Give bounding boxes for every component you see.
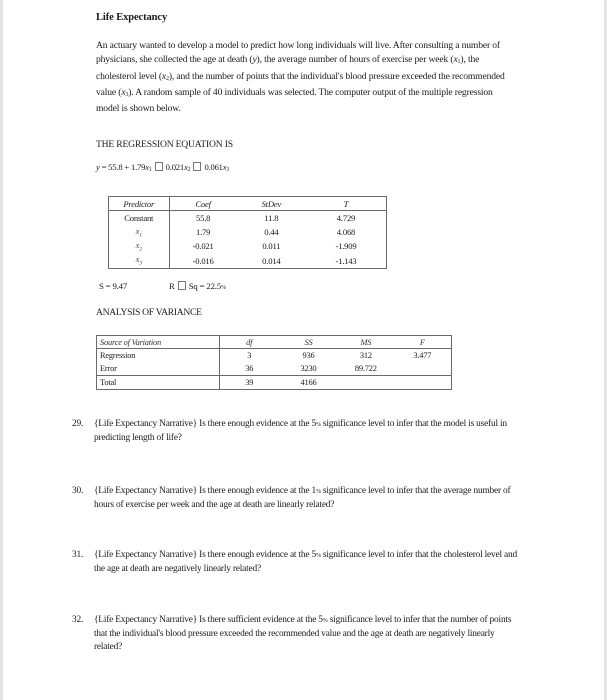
question-text-pre: {Life Expectancy Narrative} Is there sufficient evidence at the 5	[94, 615, 323, 625]
eq-x3-sub: 3	[226, 167, 230, 173]
percent-sign: %	[220, 285, 226, 291]
eq-b3: 0.061	[204, 162, 223, 172]
missing-glyph-icon	[178, 281, 186, 290]
eq-b1: 1.79	[130, 162, 146, 172]
eq-constant: 55.8	[108, 162, 123, 172]
cell-df: 39	[219, 376, 279, 390]
cell-coef: 55.8	[196, 213, 211, 223]
coefficient-table	[108, 196, 387, 269]
cell-df: 36	[245, 364, 254, 373]
cell-predictor: Constant	[109, 211, 170, 226]
cell-stdev: 0.014	[262, 255, 281, 266]
eq-plus: +	[122, 162, 131, 172]
intro-text: ). A random sample of 40 individuals was selected. The computer output of the multiple regression model is shown below.	[96, 86, 493, 115]
question-29	[72, 418, 522, 445]
question-number: 30.	[72, 486, 84, 496]
cell-coef: 1.79	[196, 227, 211, 237]
cell-source: Error	[97, 362, 220, 376]
question-text	[94, 418, 522, 445]
cell-ms: 89.722	[354, 364, 377, 373]
predictor-sub: 1	[139, 232, 142, 239]
missing-glyph-icon	[193, 162, 201, 171]
page-edge-left	[0, 0, 3, 700]
cell-coef: -0.021	[192, 241, 214, 251]
anova-heading: ANALYSIS OF VARIANCE	[96, 307, 202, 318]
intro-text: ), the average number of hours of exercise per week (	[256, 54, 454, 66]
rsq-value: Sq = 22.5	[188, 281, 221, 291]
cell-stdev: 11.8	[264, 213, 279, 223]
intro-text: ), and the number of points that the individual's blood pressure exceeded the recommended value (	[96, 70, 505, 98]
cell-stdev: 0.44	[264, 227, 279, 237]
question-number: 32.	[72, 615, 84, 625]
question-text	[94, 549, 522, 576]
header-ms: MS	[338, 336, 393, 349]
eq-x2: x	[184, 162, 188, 172]
header-df: df	[219, 336, 279, 349]
document-title: Life Expectancy	[96, 12, 168, 23]
eq-sign: =	[99, 162, 109, 172]
cell-df: 3	[247, 351, 252, 360]
header-coef: Coef	[169, 197, 237, 211]
predictor-var: x	[135, 239, 140, 250]
cell-source: Total	[97, 376, 220, 390]
cell-t: 4.068	[336, 227, 356, 237]
cell-t: -1.143	[335, 255, 357, 266]
s-value: S = 9.47	[99, 281, 128, 291]
question-text-post: significance level to infer that the model is useful in predicting length of life?	[94, 419, 507, 443]
var-x1-sub: 1	[457, 59, 461, 66]
table-row	[97, 362, 452, 376]
eq-x3: x	[222, 162, 227, 172]
header-predictor: Predictor	[109, 197, 170, 211]
eq-x1: x	[145, 162, 149, 172]
cell-ms	[338, 376, 393, 390]
percent-sign: %	[315, 489, 321, 495]
question-text-post: significance level to infer that the average number of hours of exercise per week and the age at death are linearly related?	[94, 486, 511, 510]
fit-statistics	[99, 281, 226, 291]
missing-glyph-icon	[155, 162, 163, 171]
table-header-row	[97, 336, 452, 349]
header-f: F	[394, 336, 452, 349]
cell-predictor	[109, 225, 170, 239]
eq-y: y	[96, 162, 100, 172]
intro-text: ), the cholesterol level (	[96, 54, 480, 82]
predictor-var: x	[135, 254, 140, 265]
cell-predictor	[109, 253, 170, 269]
question-text-post: significance level to infer that the number of points that the individual's blood pressure exceeded the recommended value and the age at death are negatively linearly related?	[94, 615, 512, 652]
var-x2-sub: 2	[166, 75, 169, 82]
predictor-sub: 2	[139, 246, 142, 253]
header-t: T	[306, 197, 387, 211]
question-text-post: significance level to infer that the cholesterol level and the age at death are negatively linearly related?	[94, 550, 517, 574]
question-text-pre: {Life Expectancy Narrative} Is there enough evidence at the 5	[94, 419, 316, 429]
percent-sign: %	[315, 553, 321, 559]
var-x1: x	[453, 54, 458, 66]
table-row	[109, 239, 387, 253]
rsq-label: R	[169, 281, 175, 291]
cell-stdev: 0.011	[262, 241, 281, 251]
cell-f	[394, 362, 452, 376]
question-30	[72, 485, 522, 512]
table-row	[97, 349, 452, 363]
eq-x1-sub: 1	[148, 167, 152, 173]
table-row	[109, 225, 387, 239]
predictor-var: x	[135, 225, 140, 236]
header-source: Source of Variation	[97, 336, 220, 349]
table-row	[109, 253, 387, 269]
question-text-pre: {Life Expectancy Narrative} Is there enough evidence at the 1	[94, 486, 316, 496]
cell-f: 3.477	[413, 351, 432, 360]
percent-sign: %	[315, 422, 321, 428]
cell-coef: -0.016	[192, 255, 214, 266]
intro-paragraph	[96, 39, 516, 116]
cell-f	[394, 376, 452, 390]
var-y: y	[252, 54, 257, 66]
var-x3: x	[121, 86, 126, 98]
eq-b2: 0.021	[165, 162, 184, 172]
cell-ms: 312	[359, 351, 372, 360]
question-text	[94, 614, 522, 654]
table-row	[97, 376, 452, 390]
r-squared	[169, 281, 226, 291]
regression-equation	[96, 162, 229, 173]
intro-text: An actuary wanted to develop a model to predict how long individuals will live. After consulting a number of physicians, she collected the age at death (	[96, 40, 500, 66]
header-stdev: StDev	[237, 197, 306, 211]
regression-heading: THE REGRESSION EQUATION IS	[96, 139, 233, 150]
eq-x2-sub: 2	[187, 167, 191, 173]
cell-predictor	[109, 239, 170, 253]
predictor-sub: 3	[139, 260, 142, 267]
var-x2: x	[161, 70, 166, 82]
cell-ss: 936	[302, 351, 315, 360]
header-ss: SS	[279, 336, 338, 349]
question-31	[72, 549, 522, 576]
question-number: 29.	[72, 419, 84, 429]
question-number: 31.	[72, 550, 84, 560]
table-header-row	[109, 197, 387, 211]
cell-source: Regression	[97, 349, 220, 363]
var-x3-sub: 3	[125, 91, 129, 98]
question-text	[94, 485, 522, 512]
anova-table	[96, 335, 452, 390]
cell-t: 4.729	[336, 213, 356, 223]
question-32	[72, 614, 522, 654]
cell-ss: 3230	[300, 364, 317, 373]
question-text-pre: {Life Expectancy Narrative} Is there enough evidence at the 5	[94, 550, 316, 560]
cell-ss: 4166	[279, 376, 338, 390]
table-row	[109, 211, 387, 226]
cell-t: -1.909	[335, 241, 357, 251]
percent-sign: %	[322, 618, 328, 624]
